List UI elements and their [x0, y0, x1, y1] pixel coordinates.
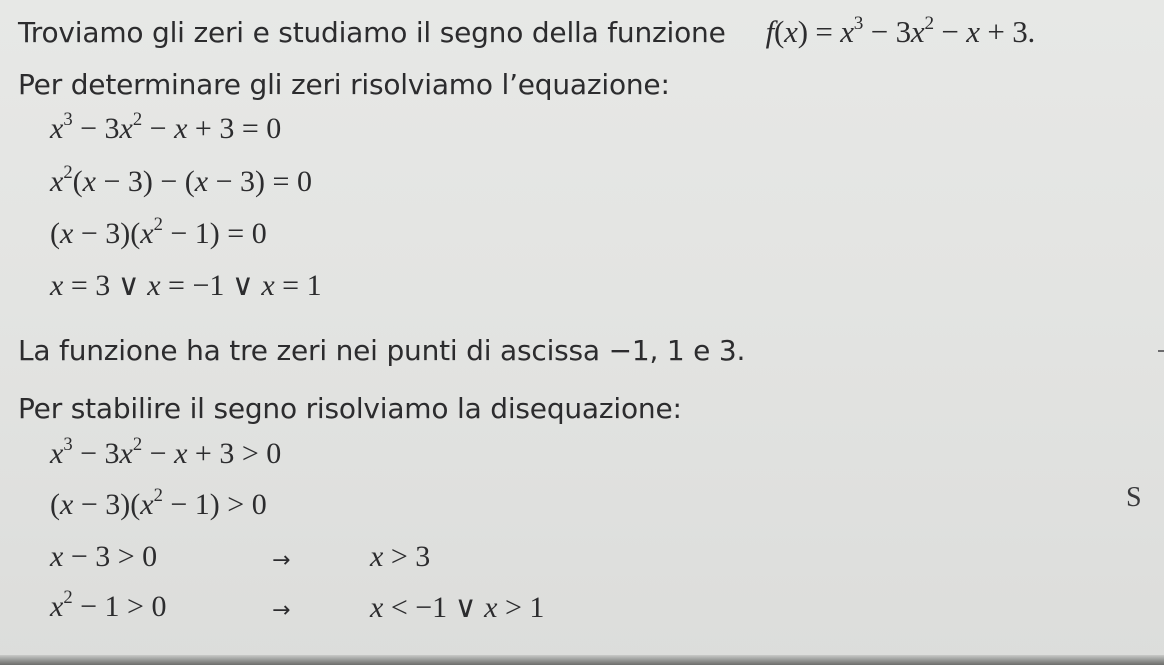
sign-step-2: $(x - 3)(x^2 - 1) > 0$: [50, 485, 267, 521]
factor-1-solution: x > 3: [370, 540, 431, 573]
zeros-step-1: $x^3 - 3x^2 - x + 3 = 0$: [50, 109, 282, 145]
factor-1-arrow: →: [272, 548, 291, 573]
function-definition: $f(x) = x^3 - 3x^2 - x + 3$.: [765, 12, 1036, 49]
page-bottom-edge: [0, 655, 1164, 665]
zeros-step-3: $(x - 3)(x^2 - 1) = 0$: [50, 214, 267, 250]
margin-mark: [1158, 350, 1164, 352]
zeros-conclusion: La funzione ha tre zeri nei punti di ascissa −1, 1 e 3.: [18, 334, 746, 367]
intro-line: [18, 14, 1035, 50]
sign-heading: Per stabilire il segno risolviamo la disequazione:: [18, 392, 682, 425]
sign-step-1: $x^3 - 3x^2 - x + 3 > 0$: [50, 434, 282, 470]
factor-2-solution: x < −1 ∨ x > 1: [370, 591, 545, 624]
factor-2-inequality: $x^2 - 1 > 0$: [50, 587, 167, 623]
zeros-heading: Per determinare gli zeri risolviamo l’equazione:: [18, 68, 670, 101]
factor-2-arrow: →: [272, 598, 291, 623]
factor-1-inequality: x − 3 > 0: [50, 540, 158, 573]
margin-letter: S: [1126, 482, 1142, 513]
intro-text: Troviamo gli zeri e studiamo il segno della funzione: [18, 16, 726, 49]
zeros-step-4: x = 3 ∨ x = −1 ∨ x = 1: [50, 269, 322, 302]
zeros-step-2: $x^2(x - 3) - (x - 3) = 0$: [50, 162, 312, 198]
